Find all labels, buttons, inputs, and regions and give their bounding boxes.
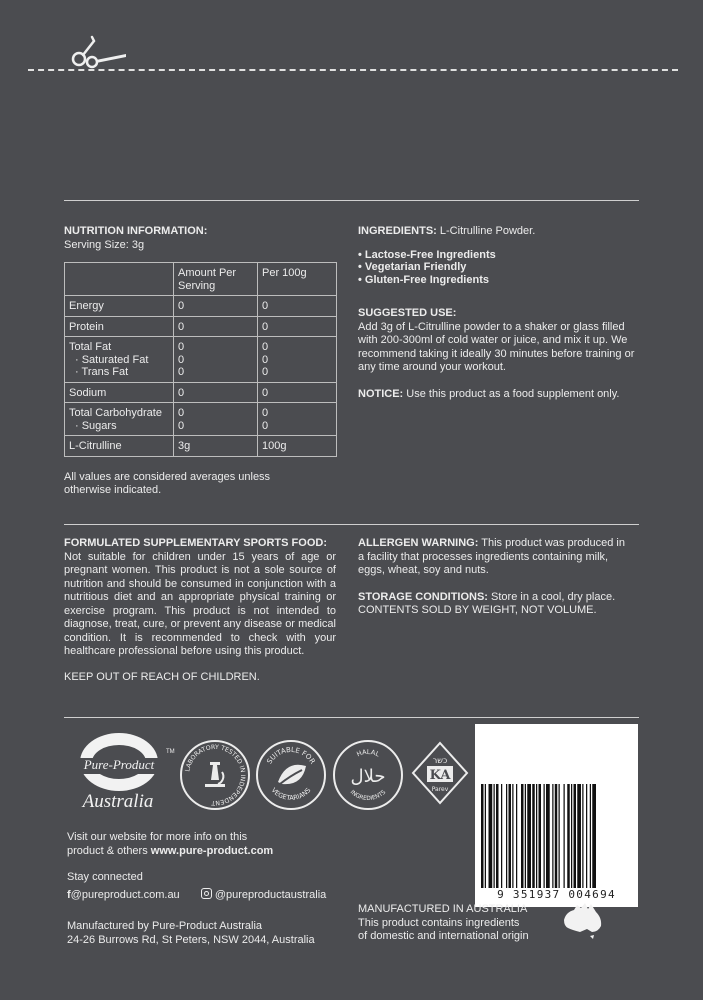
table-row	[65, 436, 337, 457]
barcode-bar	[516, 784, 517, 888]
website-link[interactable]: www.pure-product.com	[150, 844, 274, 857]
cut-line	[28, 69, 678, 71]
barcode-bar	[574, 784, 577, 888]
halal-badge-bottom: INGREDIENTS	[348, 789, 388, 803]
row-per100: 0	[262, 353, 269, 366]
barcode-bar	[536, 784, 537, 888]
visit-line-2	[67, 845, 387, 859]
table-row	[65, 382, 337, 403]
svg-text:SUITABLE FOR	[265, 746, 316, 766]
manufacturer: Manufactured by Pure-Product Australia	[67, 920, 263, 932]
divider	[64, 524, 639, 525]
row-amount	[174, 403, 258, 436]
formulated-text: Not suitable for children under 15 years of age or pregnant women. This product is not a sole source of nutrition and should be consumed in conjunction with a nutritious diet and an appropriate physical training or exercise program. This product is not intended to diagnose, treat, cure, or prevent any disease or medical condition. It is recommended to check with your healthcare professional before using this product.	[64, 550, 336, 657]
barcode-bar	[494, 784, 495, 888]
microscope-icon	[182, 742, 248, 808]
list-item: • Gluten-Free Ingredients	[358, 273, 489, 286]
list-item: • Vegetarian Friendly	[358, 261, 467, 273]
kosher-icon	[410, 740, 470, 806]
nutrition-section	[64, 225, 344, 498]
row-per100: 0	[262, 366, 269, 378]
kosher-parev: Parev	[431, 786, 449, 793]
row-label	[65, 403, 174, 436]
barcode-bar	[481, 784, 484, 888]
ingredients-section	[358, 225, 640, 401]
barcode-bar	[582, 784, 583, 888]
row-label: · Sugars	[75, 419, 117, 432]
barcode-bar	[525, 784, 526, 888]
storage-line	[358, 591, 630, 605]
row-amount: 0	[178, 366, 185, 378]
table-header: Amount Per Serving	[174, 263, 258, 296]
barcode-bar	[512, 784, 513, 888]
row-label	[65, 337, 174, 383]
row-per100: 0	[258, 316, 337, 337]
ingredients-line	[358, 225, 640, 239]
notice-line	[358, 388, 640, 402]
leaf-icon	[258, 742, 324, 808]
table-header: Per 100g	[258, 263, 337, 296]
storage-text: Store in a cool, dry place.	[487, 590, 616, 603]
row-label: Protein	[65, 316, 174, 337]
origin-section	[358, 903, 558, 944]
storage-label: STORAGE CONDITIONS:	[358, 590, 488, 603]
visit-line: Visit our website for more info on this	[67, 831, 248, 843]
barcode-bar	[546, 784, 550, 888]
row-amount: 0	[178, 419, 185, 432]
weight-note: CONTENTS SOLD BY WEIGHT, NOT VOLUME.	[358, 604, 597, 616]
barcode-bar	[564, 784, 565, 888]
social-row	[67, 888, 387, 903]
row-label: Energy	[65, 296, 174, 317]
svg-text:VEGETARIANS	[270, 786, 313, 802]
barcode-bar	[577, 784, 581, 888]
barcode-bar	[509, 784, 512, 888]
row-label: L-Citrulline	[65, 436, 174, 457]
divider	[64, 200, 639, 201]
contact-section	[67, 831, 387, 947]
row-amount: 0	[174, 382, 258, 403]
notice-text: Use this product as a food supplement only.	[403, 387, 620, 400]
suggested-text: Add 3g of L-Citrulline powder to a shaker or glass filled with 200-300ml of cold water or juice, and mix it up. We recommend taking it ideally 30 minutes before training or any time around your workout.	[358, 320, 635, 373]
barcode-bar	[539, 784, 542, 888]
row-label: · Trans Fat	[75, 366, 129, 378]
kosher-ka: KA	[429, 768, 451, 783]
halal-arabic-text: حلال	[350, 766, 386, 787]
lab-tested-badge	[180, 740, 250, 810]
table-header	[65, 263, 174, 296]
suggested-label: SUGGESTED USE:	[358, 307, 457, 319]
row-per100: 0	[258, 382, 337, 403]
nutrition-title: NUTRITION INFORMATION:	[64, 225, 208, 237]
row-per100: 0	[258, 296, 337, 317]
veg-badge-bottom: VEGETARIANS	[269, 786, 313, 803]
row-amount: 0	[178, 341, 185, 353]
allergen-line	[358, 537, 630, 578]
row-label: Sodium	[65, 382, 174, 403]
row-amount: 0	[178, 407, 185, 419]
ingredients-label: INGREDIENTS:	[358, 225, 437, 237]
table-row	[65, 337, 337, 383]
origin-line-1: This product contains ingredients	[358, 916, 520, 929]
barcode-bar	[496, 784, 499, 888]
barcode-bar	[555, 784, 558, 888]
nutrition-table	[64, 262, 337, 457]
halal-badge	[333, 740, 403, 810]
barcode-bar	[592, 784, 596, 888]
barcode-bar	[586, 784, 587, 888]
barcode	[481, 784, 632, 888]
barcode-bar	[559, 784, 560, 888]
row-per100: 0	[262, 407, 269, 419]
row-per100	[258, 337, 337, 383]
svg-text:INGREDIENTS	[349, 789, 388, 802]
allergen-label: ALLERGEN WARNING:	[358, 537, 479, 549]
svg-text:HALAL	[355, 748, 381, 759]
row-amount: 0	[174, 296, 258, 317]
row-label: · Saturated Fat	[75, 353, 149, 366]
notice-label: NOTICE:	[358, 387, 404, 400]
allergen-text: This product was produced in a facility that processes ingredients containing milk, eggs, wheat, soy and nuts.	[358, 537, 625, 576]
brand-name: Pure-Product	[83, 757, 155, 772]
stay-connected: Stay connected	[67, 871, 143, 883]
averages-note: All values are considered averages unless otherwise indicated.	[64, 470, 271, 496]
row-label: Total Carbohydrate	[69, 407, 162, 419]
row-per100	[258, 403, 337, 436]
row-amount: 0	[178, 353, 185, 366]
row-amount	[174, 337, 258, 383]
barcode-number: 9 351937 004694	[497, 888, 616, 901]
formulated-section	[64, 537, 336, 684]
barcode-bar	[489, 784, 493, 888]
kosher-badge	[410, 740, 470, 806]
vegetarian-badge	[256, 740, 326, 810]
address: 24-26 Burrows Rd, St Peters, NSW 2044, Australia	[67, 933, 315, 946]
barcode-bar	[527, 784, 531, 888]
feature-list	[358, 249, 640, 287]
lab-badge-text: LABORATORY TESTED IN INDEPENDENT	[184, 743, 247, 807]
barcode-bar	[590, 784, 591, 888]
brand-country: Australia	[82, 791, 154, 812]
row-per100: 100g	[258, 436, 337, 457]
row-per100: 0	[262, 341, 269, 353]
barcode-bar	[521, 784, 524, 888]
row-amount: 3g	[174, 436, 258, 457]
formulated-label: FORMULATED SUPPLEMENTARY SPORTS FOOD:	[64, 537, 327, 549]
veg-badge-top: SUITABLE FOR	[265, 745, 317, 766]
divider	[64, 717, 639, 718]
row-label: Total Fat	[69, 341, 112, 353]
keep-away-note: KEEP OUT OF REACH OF CHILDREN.	[64, 670, 260, 683]
list-item: • Lactose-Free Ingredients	[358, 248, 496, 261]
barcode-bar	[506, 784, 507, 888]
barcode-bar	[567, 784, 570, 888]
brand-logo	[64, 733, 174, 815]
instagram-handle[interactable]: @pureproductaustralia	[214, 888, 327, 901]
halal-icon	[335, 742, 401, 808]
ingredients-text: L-Citrulline Powder.	[436, 225, 536, 237]
barcode-bar	[544, 784, 545, 888]
scissors-icon	[70, 33, 128, 69]
table-header-row	[65, 263, 337, 296]
origin-title: MANUFACTURED IN AUSTRALIA	[358, 903, 528, 915]
australia-map-icon	[562, 900, 604, 942]
visit-text: product & others	[67, 844, 151, 857]
barcode-bar	[532, 784, 535, 888]
barcode-bar	[501, 784, 502, 888]
origin-line-2: of domestic and international origin	[358, 930, 529, 942]
barcode-bar	[571, 784, 572, 888]
table-row	[65, 403, 337, 436]
serving-size: Serving Size: 3g	[64, 238, 145, 251]
table-row	[65, 296, 337, 317]
facebook-icon: f	[67, 888, 71, 901]
allergen-section	[358, 537, 630, 618]
barcode-bar	[552, 784, 553, 888]
barcode-bar	[485, 784, 486, 888]
halal-badge-top: HALAL	[355, 747, 381, 759]
trademark: TM	[166, 749, 175, 755]
instagram-icon	[201, 888, 212, 899]
row-per100: 0	[262, 419, 269, 432]
row-amount: 0	[174, 316, 258, 337]
facebook-handle[interactable]: @pureproduct.com.au	[70, 888, 180, 901]
barcode-area	[475, 724, 638, 907]
kosher-hebrew: כשר	[432, 756, 448, 765]
table-row	[65, 316, 337, 337]
